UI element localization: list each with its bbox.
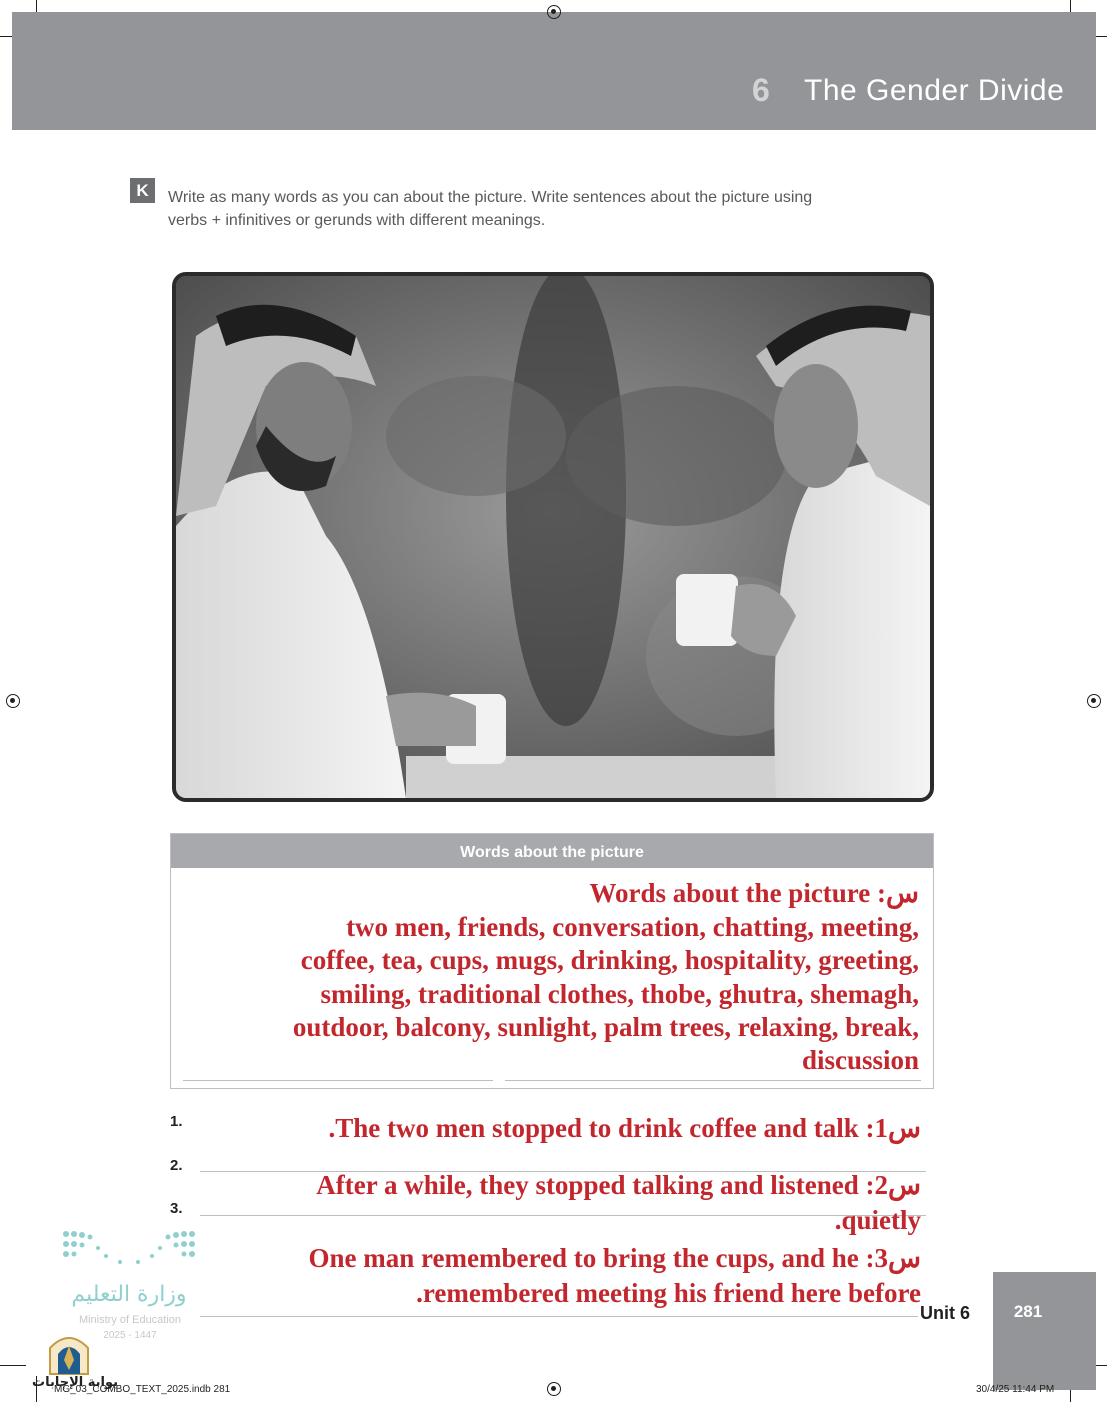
- answer-site-logo: [44, 1326, 94, 1376]
- sentence-answer-line: .The two men stopped to drink coffee and talk :1س: [328, 1113, 921, 1143]
- sentence-answer-line: .remembered meeting his friend here before: [416, 1278, 921, 1308]
- sentence-number: 3.: [170, 1200, 183, 1217]
- sentence-number: 1.: [170, 1113, 183, 1130]
- page-number: 281: [1013, 1302, 1043, 1321]
- footer-unit-label: Unit 6: [920, 1303, 971, 1323]
- mosque-emblem-icon: [44, 1326, 94, 1376]
- ministry-year: 2025 - 1447: [103, 1330, 157, 1341]
- words-answer-line: coffee, tea, cups, mugs, drinking, hospitality, greeting,: [300, 945, 919, 975]
- footer-file-info: MG_03_COMBO_TEXT_2025.indb 281: [54, 1384, 231, 1395]
- two-men-with-coffee-image: [176, 276, 930, 798]
- sentence-answer-line: After a while, they stopped talking and listened :2س: [316, 1170, 921, 1200]
- words-answer-line: Words about the picture :س: [589, 878, 919, 908]
- words-box-heading: Words about the picture: [171, 834, 933, 868]
- page-number-tab: [993, 1272, 1096, 1390]
- ministry-dots-logo-icon: [60, 1228, 200, 1274]
- ministry-arabic-name: وزارة التعليم: [71, 1282, 187, 1307]
- words-answer-line: smiling, traditional clothes, thobe, ghutra, shemagh,: [320, 979, 919, 1009]
- unit-header-band: [12, 12, 1096, 130]
- crop-mark: [0, 1365, 26, 1366]
- words-answer-line: discussion: [801, 1045, 919, 1075]
- registration-mark-icon: [6, 694, 20, 708]
- sentence-answer-line: One man remembered to bring the cups, and he :3س: [308, 1243, 921, 1273]
- writing-line: [183, 1080, 493, 1081]
- answer-site-name: بوابة الإجابات: [32, 1375, 118, 1390]
- unit-number: 6: [752, 72, 770, 108]
- sentence-number: 2.: [170, 1157, 183, 1174]
- words-answer-line: outdoor, balcony, sunlight, palm trees, relaxing, break,: [292, 1012, 919, 1042]
- writing-line: [200, 1316, 918, 1317]
- words-about-picture-box: [170, 833, 934, 1089]
- sentence-answer-line: .quietly: [834, 1205, 921, 1235]
- exercise-instruction: Write as many words as you can about the picture. Write sentences about the picture using verbs + infinitives or gerunds with different meanings.: [168, 189, 813, 229]
- registration-mark-icon: [1087, 694, 1101, 708]
- registration-mark-icon: [547, 1382, 561, 1396]
- unit-title: The Gender Divide: [804, 74, 1065, 107]
- writing-line: [200, 1215, 926, 1216]
- registration-mark-icon: [547, 5, 561, 19]
- ministry-english-name: Ministry of Education: [78, 1314, 182, 1326]
- exercise-letter-badge: K: [130, 178, 155, 203]
- footer-timestamp: 30/4/25 11:44 PM: [976, 1384, 1055, 1395]
- words-answer-line: two men, friends, conversation, chatting, meeting,: [346, 912, 919, 942]
- writing-line: [505, 1080, 921, 1081]
- exercise-photo: [172, 272, 934, 802]
